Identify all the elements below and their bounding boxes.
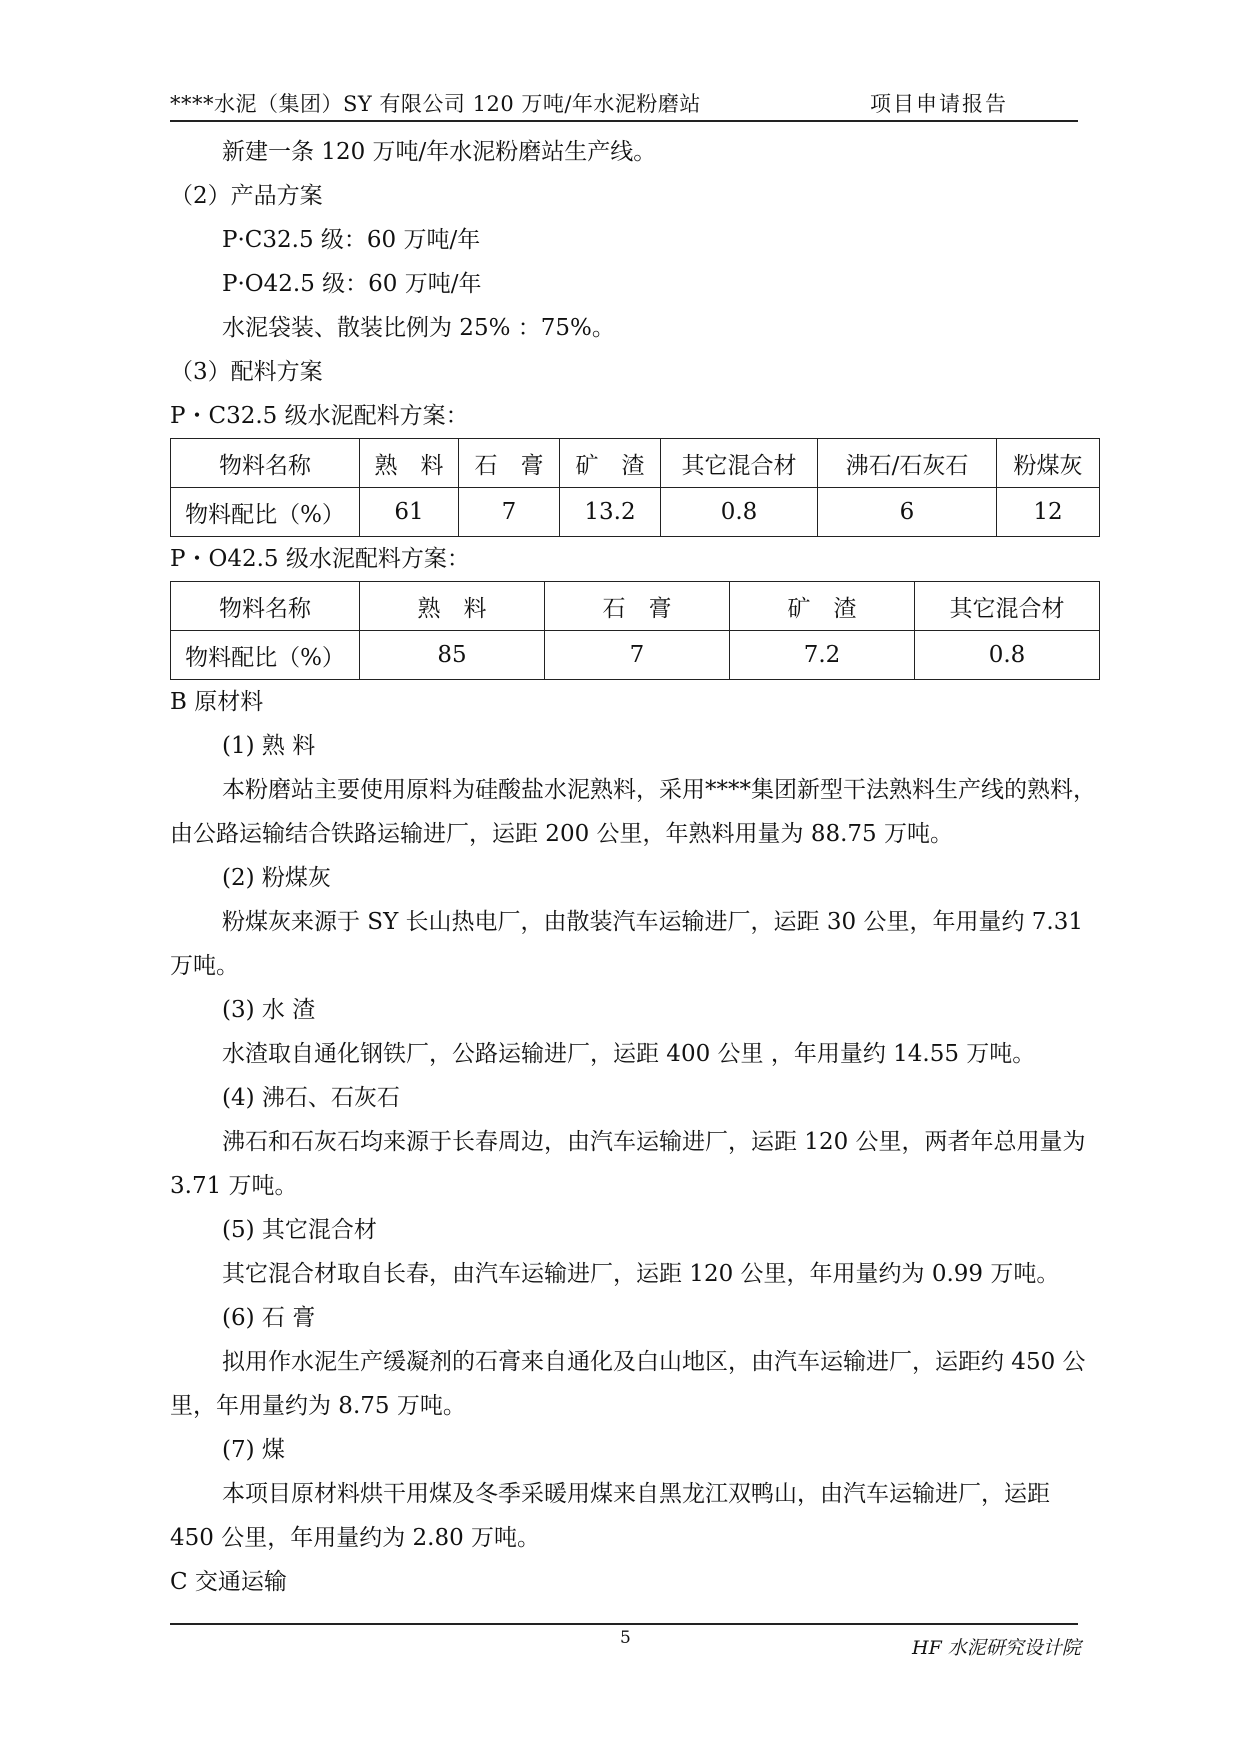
table2-title: P・O42.5 级水泥配料方案：: [170, 546, 470, 572]
table-cell: 石 膏: [459, 439, 560, 488]
table-header-row: [171, 582, 1100, 631]
table-cell: 其它混合材: [661, 439, 818, 488]
header-report-type: 项目申请报告: [870, 92, 1008, 116]
table-cell: 7: [459, 488, 560, 537]
table-cell: 0.8: [661, 488, 818, 537]
table-cell: 粉煤灰: [997, 439, 1100, 488]
paragraph: P·O42.5 级：60 万吨/年: [222, 271, 482, 297]
footer-divider: [170, 1623, 1078, 1625]
section-heading-raw-materials: B 原材料: [170, 689, 264, 715]
table-cell: 61: [360, 488, 459, 537]
table-cell: 7: [545, 631, 730, 680]
table-cell: 石 膏: [545, 582, 730, 631]
mix-table-pc325: [170, 438, 1100, 537]
mix-table-po425: [170, 581, 1100, 680]
table-cell: 0.8: [915, 631, 1100, 680]
table-cell: 物料名称: [171, 439, 360, 488]
footer-institute: HF 水泥研究设计院: [912, 1637, 1081, 1659]
table-cell: 矿 渣: [730, 582, 915, 631]
table-row: [171, 631, 1100, 680]
material-description: 本粉磨站主要使用原料为硅酸盐水泥熟料，采用****集团新型干法熟料生产线的熟料，由公路运输结合铁路运输进厂，运距 200 公里，年熟料用量为 88.75 万吨。: [170, 777, 1096, 847]
table-cell: 物料配比（%）: [171, 488, 360, 537]
material-description: 本项目原材料烘干用煤及冬季采暖用煤来自黑龙江双鸭山，由汽车运输进厂，运距 450 公里，年用量约为 2.80 万吨。: [170, 1481, 1050, 1551]
subheading-mix-plan: （3）配料方案: [170, 359, 323, 385]
table-header-row: [171, 439, 1100, 488]
section-heading-transport: C 交通运输: [170, 1569, 287, 1595]
material-heading: (7) 煤: [222, 1437, 285, 1463]
table-cell: 沸石/石灰石: [818, 439, 997, 488]
table-cell: 熟 料: [360, 439, 459, 488]
material-description: 其它混合材取自长春，由汽车运输进厂，运距 120 公里，年用量约为 0.99 万吨。: [222, 1261, 1060, 1287]
page-number: 5: [620, 1628, 631, 1648]
table-cell: 6: [818, 488, 997, 537]
table-cell: 物料名称: [171, 582, 360, 631]
table-cell: 85: [360, 631, 545, 680]
material-heading: (1) 熟 料: [222, 733, 316, 759]
table-cell: 物料配比（%）: [171, 631, 360, 680]
table-cell: 矿 渣: [560, 439, 661, 488]
table-cell: 熟 料: [360, 582, 545, 631]
table-cell: 7.2: [730, 631, 915, 680]
material-description: 拟用作水泥生产缓凝剂的石膏来自通化及白山地区，由汽车运输进厂，运距约 450 公里，年用量约为 8.75 万吨。: [170, 1349, 1086, 1419]
paragraph: 水泥袋装、散装比例为 25% ：75%。: [222, 315, 615, 341]
table1-title: P・C32.5 级水泥配料方案：: [170, 403, 469, 429]
page-content: [170, 130, 1100, 1604]
material-description: 粉煤灰来源于 SY 长山热电厂，由散装汽车运输进厂，运距 30 公里，年用量约 7.31 万吨。: [170, 909, 1083, 979]
material-heading: (6) 石 膏: [222, 1305, 316, 1331]
subheading-product-plan: （2）产品方案: [170, 183, 323, 209]
material-description: 水渣取自通化钢铁厂，公路运输进厂，运距 400 公里 ，年用量约 14.55 万吨。: [222, 1041, 1036, 1067]
material-heading: (4) 沸石、石灰石: [222, 1085, 400, 1111]
material-heading: (2) 粉煤灰: [222, 865, 331, 891]
page-header: [170, 88, 1078, 122]
material-heading: (3) 水 渣: [222, 997, 316, 1023]
paragraph: P·C32.5 级：60 万吨/年: [222, 227, 481, 253]
paragraph: 新建一条 120 万吨/年水泥粉磨站生产线。: [222, 139, 657, 165]
table-cell: 其它混合材: [915, 582, 1100, 631]
table-cell: 12: [997, 488, 1100, 537]
table-cell: 13.2: [560, 488, 661, 537]
table-row: [171, 488, 1100, 537]
material-description: 沸石和石灰石均来源于长春周边，由汽车运输进厂，运距 120 公里，两者年总用量为 3.71 万吨。: [170, 1129, 1086, 1199]
header-title: ****水泥（集团）SY 有限公司 120 万吨/年水泥粉磨站: [170, 92, 701, 116]
material-heading: (5) 其它混合材: [222, 1217, 377, 1243]
